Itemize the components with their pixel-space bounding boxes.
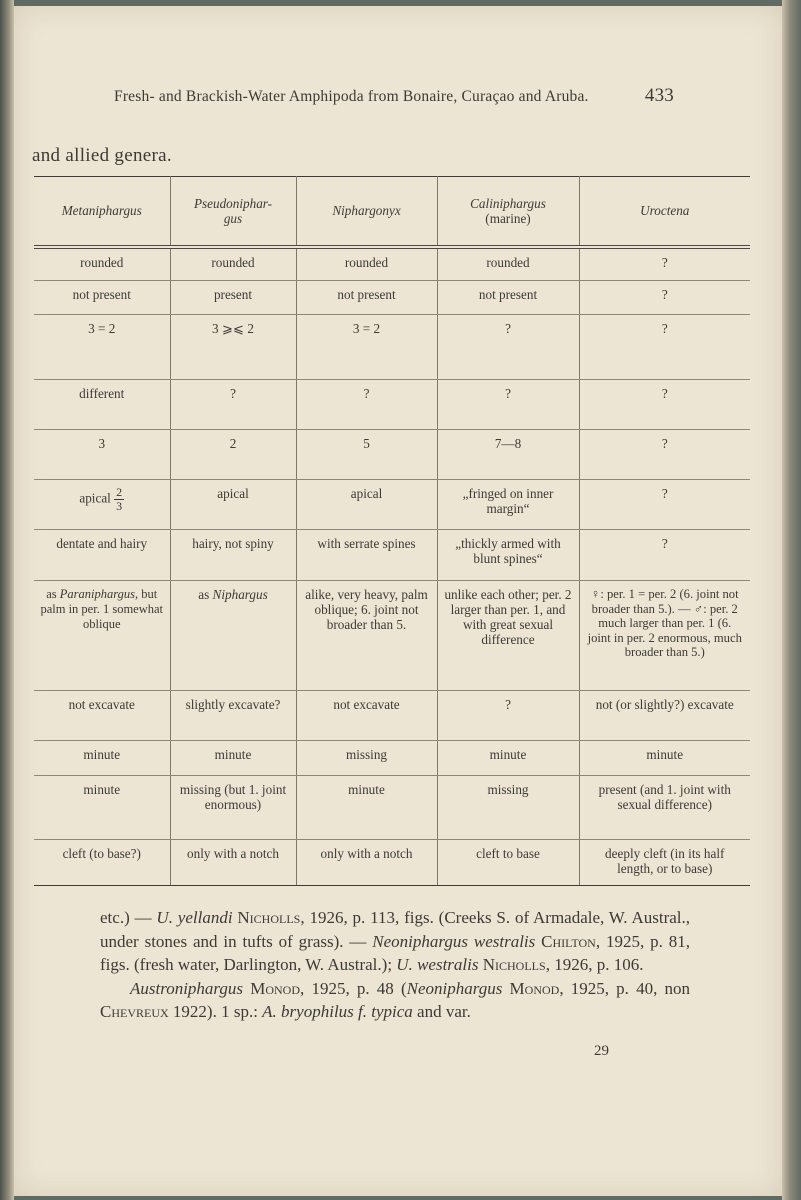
table-cell: not excavate <box>34 691 170 741</box>
running-head <box>114 85 674 106</box>
table-row <box>34 315 750 380</box>
table-cell: different <box>34 380 170 430</box>
table-cell: ? <box>579 247 750 281</box>
header-caliniphargus: Caliniphargus (marine) <box>437 177 579 247</box>
table-cell: cleft (to base?) <box>34 840 170 886</box>
running-head-title: Fresh- and Brackish-Water Amphipoda from Bonaire, Curaçao and Aruba. <box>114 88 589 105</box>
body-text <box>100 906 690 1024</box>
table-cell: 3 <box>34 430 170 480</box>
table-cell: missing <box>437 776 579 840</box>
table-cell: cleft to base <box>437 840 579 886</box>
table-cell: ? <box>437 315 579 380</box>
table-cell: dentate and hairy <box>34 530 170 581</box>
table-cell: ? <box>296 380 437 430</box>
table-cell: ? <box>579 480 750 530</box>
header-uroctena: Uroctena <box>579 177 750 247</box>
table-cell: slightly excavate? <box>170 691 296 741</box>
table-caption: and allied genera. <box>32 145 172 166</box>
table-row <box>34 741 750 776</box>
table-row <box>34 530 750 581</box>
table-row <box>34 281 750 315</box>
paragraph: Austroniphargus Monod, 1925, p. 48 (Neoniphargus Monod, 1925, p. 40, non Chevreux 1922). 1 sp.: A. bryophilus f. typica and var. <box>100 978 691 1021</box>
table-cell: rounded <box>170 247 296 281</box>
header-metaniphargus: Metaniphargus <box>34 177 170 247</box>
fraction: $\frac{2}{3}$ <box>116 485 123 513</box>
table-cell: not present <box>296 281 437 315</box>
table-cell: unlike each other; per. 2 larger than per. 1, and with great sexual difference <box>437 581 579 691</box>
table-cell: minute <box>170 741 296 776</box>
table-cell: minute <box>34 741 170 776</box>
table-cell: ? <box>437 691 579 741</box>
table-row <box>34 380 750 430</box>
table-cell: minute <box>437 741 579 776</box>
table-cell: 3 = 2 <box>296 315 437 380</box>
table-cell: rounded <box>34 247 170 281</box>
table-cell: with serrate spines <box>296 530 437 581</box>
table-cell: not present <box>34 281 170 315</box>
table-cell: only with a notch <box>296 840 437 886</box>
table-cell: only with a notch <box>170 840 296 886</box>
table-cell: hairy, not spiny <box>170 530 296 581</box>
table-cell: „thickly armed with blunt spines“ <box>437 530 579 581</box>
table-cell: apical <box>296 480 437 530</box>
table-row <box>34 840 750 886</box>
page-edge <box>782 0 801 1200</box>
table-cell: missing <box>296 741 437 776</box>
table-cell: not present <box>437 281 579 315</box>
table-row <box>34 247 750 281</box>
comparison-table <box>34 176 750 886</box>
table-cell: 3 ⩾⩽ 2 <box>170 315 296 380</box>
table-cell: ? <box>579 380 750 430</box>
table-cell: not (or slightly?) excavate <box>579 691 750 741</box>
table-cell: apical <box>170 480 296 530</box>
page-number: 433 <box>644 85 674 106</box>
header-niphargonyx: Niphargonyx <box>296 177 437 247</box>
table-row <box>34 430 750 480</box>
table-cell: ? <box>170 380 296 430</box>
table-cell: apical $\frac{2}{3}$ <box>34 480 170 530</box>
table-cell: 7—8 <box>437 430 579 480</box>
table-cell: not excavate <box>296 691 437 741</box>
table-cell: 2 <box>170 430 296 480</box>
header-pseudoniphargus: Pseudoniphar- gus <box>170 177 296 247</box>
table-cell: ♀: per. 1 = per. 2 (6. joint not broader than 5.). — ♂: per. 2 much larger than per. 1 (6. joint in per. 2 enormous, much broader than 5.) <box>579 581 750 691</box>
table-cell: ? <box>579 530 750 581</box>
table-row <box>34 581 750 691</box>
table-cell: minute <box>296 776 437 840</box>
signature-mark: 29 <box>594 1043 609 1059</box>
table-cell: minute <box>34 776 170 840</box>
table-row <box>34 480 750 530</box>
table-row <box>34 776 750 840</box>
table-cell: deeply cleft (in its half length, or to base) <box>579 840 750 886</box>
table-cell: present (and 1. joint with sexual difference) <box>579 776 750 840</box>
table-cell: missing (but 1. joint enormous) <box>170 776 296 840</box>
table-row <box>34 691 750 741</box>
table-cell: rounded <box>437 247 579 281</box>
header-row <box>34 177 750 247</box>
book-spine <box>0 0 14 1200</box>
paragraph: etc.) — U. yellandi Nicholls, 1926, p. 113, figs. (Creeks S. of Armadale, W. Austral., under stones and in tufts of grass). — Neoniphargus westralis Chilton, 1925, p. 81, figs. (fresh water, Darlington, W. Austral.); U. westralis Nicholls, 1926, p. 106. <box>100 908 690 974</box>
table-cell: present <box>170 281 296 315</box>
table-cell: ? <box>437 380 579 430</box>
table-cell: 3 = 2 <box>34 315 170 380</box>
table-cell: as Paraniphargus, but palm in per. 1 somewhat oblique <box>34 581 170 691</box>
table-cell: alike, very heavy, palm oblique; 6. joint not broader than 5. <box>296 581 437 691</box>
table-cell: rounded <box>296 247 437 281</box>
table-cell: 5 <box>296 430 437 480</box>
table-cell: „fringed on inner margin“ <box>437 480 579 530</box>
table-cell: ? <box>579 430 750 480</box>
table-cell: ? <box>579 281 750 315</box>
table-cell: minute <box>579 741 750 776</box>
table-cell: ? <box>579 315 750 380</box>
table-cell: as Niphargus <box>170 581 296 691</box>
